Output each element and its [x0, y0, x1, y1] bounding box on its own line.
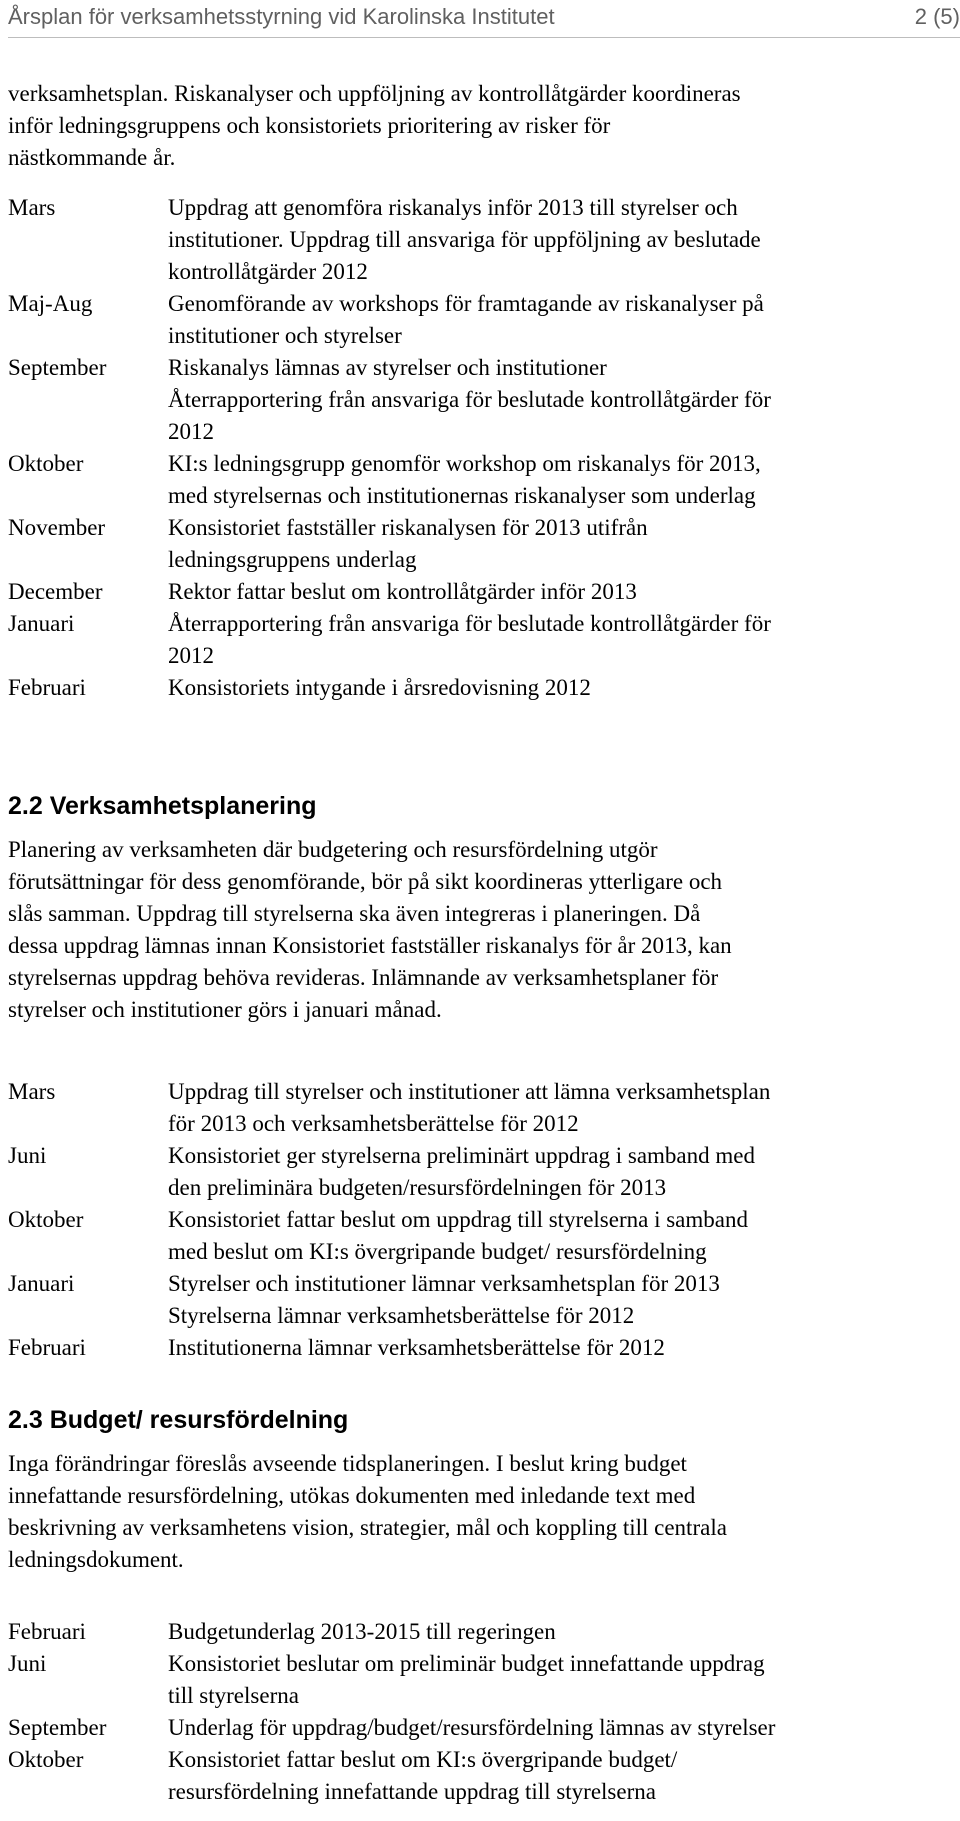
- schedule-text: [168, 448, 948, 512]
- text-line: Budgetunderlag 2013-2015 till regeringen: [168, 1619, 556, 1644]
- schedule-row: [8, 1744, 948, 1808]
- schedule-text: [168, 288, 948, 352]
- schedule-row: [8, 352, 948, 448]
- budget-schedule: [8, 1616, 948, 1808]
- month-label: Juni: [8, 1651, 47, 1676]
- text-line: Konsistoriet fattar beslut om KI:s övergripande budget/: [168, 1747, 678, 1772]
- text-line: förutsättningar för dess genomförande, bör på sikt koordineras ytterligare och: [8, 869, 723, 894]
- text-line: Återrapportering från ansvariga för beslutade kontrollåtgärder för: [168, 387, 771, 412]
- text-line: med styrelsernas och institutionernas riskanalyser som underlag: [168, 483, 756, 508]
- text-line: Konsistoriet beslutar om preliminär budget innefattande uppdrag: [168, 1651, 765, 1676]
- text-line: kontrollåtgärder 2012: [168, 259, 368, 284]
- text-line: Styrelser och institutioner lämnar verksamhetsplan för 2013: [168, 1271, 720, 1296]
- text-line: Uppdrag att genomföra riskanalys inför 2013 till styrelser och: [168, 195, 738, 220]
- schedule-row: [8, 1648, 948, 1712]
- header-divider: [8, 37, 960, 38]
- text-line: Planering av verksamheten där budgetering och resursfördelning utgör: [8, 837, 658, 862]
- text-line: Konsistoriet fastställer riskanalysen för 2013 utifrån: [168, 515, 648, 540]
- text-line: till styrelserna: [168, 1683, 299, 1708]
- month-label: Oktober: [8, 1747, 84, 1772]
- schedule-text: [168, 672, 948, 704]
- text-line: nästkommande år.: [8, 145, 176, 170]
- schedule-text: [168, 1140, 948, 1204]
- month-label: Januari: [8, 611, 75, 636]
- intro-paragraph: [8, 78, 938, 174]
- month-label: September: [8, 1715, 107, 1740]
- text-line: Konsistoriets intygande i årsredovisning 2012: [168, 675, 591, 700]
- text-line: Riskanalys lämnas av styrelser och institutioner: [168, 355, 607, 380]
- text-line: institutioner och styrelser: [168, 323, 402, 348]
- text-line: Inga förändringar föreslås avseende tidsplaneringen. I beslut kring budget: [8, 1451, 687, 1476]
- schedule-text: [168, 1268, 948, 1332]
- schedule-text: [168, 608, 948, 672]
- planning-schedule: [8, 1076, 948, 1364]
- month-label: December: [8, 579, 103, 604]
- schedule-text: [168, 1712, 948, 1744]
- schedule-text: [168, 192, 948, 288]
- month-label: Juni: [8, 1143, 47, 1168]
- text-line: Styrelserna lämnar verksamhetsberättelse för 2012: [168, 1303, 635, 1328]
- schedule-text: [168, 1648, 948, 1712]
- month-label: November: [8, 515, 106, 540]
- month-label: Maj-Aug: [8, 291, 93, 316]
- schedule-row: [8, 1332, 948, 1364]
- schedule-row: [8, 1268, 948, 1332]
- text-line: KI:s ledningsgrupp genomför workshop om riskanalys för 2013,: [168, 451, 761, 476]
- text-line: inför ledningsgruppens och konsistoriets prioritering av risker för: [8, 113, 611, 138]
- month-label: Februari: [8, 1619, 86, 1644]
- schedule-text: [168, 1204, 948, 1268]
- schedule-text: [168, 1076, 948, 1140]
- text-line: 2012: [168, 643, 214, 668]
- schedule-text: [168, 512, 948, 576]
- text-line: styrelser och institutioner görs i januari månad.: [8, 997, 442, 1022]
- text-line: Återrapportering från ansvariga för beslutade kontrollåtgärder för: [168, 611, 771, 636]
- text-line: innefattande resursfördelning, utökas dokumenten med inledande text med: [8, 1483, 696, 1508]
- month-label: Mars: [8, 1079, 56, 1104]
- text-line: beskrivning av verksamhetens vision, strategier, mål och koppling till centrala: [8, 1515, 727, 1540]
- schedule-row: [8, 192, 948, 288]
- section-paragraph: [8, 1448, 938, 1576]
- schedule-row: [8, 512, 948, 576]
- text-line: Institutionerna lämnar verksamhetsberättelse för 2012: [168, 1335, 665, 1360]
- schedule-text: [168, 352, 948, 448]
- text-line: Genomförande av workshops för framtagande av riskanalyser på: [168, 291, 764, 316]
- text-line: Uppdrag till styrelser och institutioner att lämna verksamhetsplan: [168, 1079, 771, 1104]
- schedule-row: [8, 1140, 948, 1204]
- month-label: Februari: [8, 675, 86, 700]
- month-label: September: [8, 355, 107, 380]
- schedule-row: [8, 1712, 948, 1744]
- text-line: ledningsgruppens underlag: [168, 547, 417, 572]
- text-line: med beslut om KI:s övergripande budget/ resursfördelning: [168, 1239, 707, 1264]
- risk-schedule: [8, 192, 948, 704]
- text-line: Konsistoriet ger styrelserna preliminärt uppdrag i samband med: [168, 1143, 755, 1168]
- text-line: styrelsernas uppdrag behöva revideras. Inlämnande av verksamhetsplaner för: [8, 965, 719, 990]
- section-heading: 2.2 Verksamhetsplanering: [8, 792, 317, 820]
- month-label: Mars: [8, 195, 56, 220]
- text-line: ledningsdokument.: [8, 1547, 184, 1572]
- schedule-row: [8, 672, 948, 704]
- schedule-row: [8, 1076, 948, 1140]
- month-label: Oktober: [8, 1207, 84, 1232]
- month-label: Oktober: [8, 451, 84, 476]
- page-number: 2 (5): [914, 4, 960, 29]
- month-label: Februari: [8, 1335, 86, 1360]
- text-line: den preliminära budgeten/resursfördelningen för 2013: [168, 1175, 667, 1200]
- text-line: Underlag för uppdrag/budget/resursfördelning lämnas av styrelser: [168, 1715, 776, 1740]
- month-label: Januari: [8, 1271, 75, 1296]
- schedule-text: [168, 1332, 948, 1364]
- schedule-row: [8, 1204, 948, 1268]
- section-heading: 2.3 Budget/ resursfördelning: [8, 1406, 349, 1434]
- text-line: dessa uppdrag lämnas innan Konsistoriet fastställer riskanalys för år 2013, kan: [8, 933, 732, 958]
- text-line: Rektor fattar beslut om kontrollåtgärder inför 2013: [168, 579, 637, 604]
- text-line: resursfördelning innefattande uppdrag till styrelserna: [168, 1779, 656, 1804]
- text-line: verksamhetsplan. Riskanalyser och uppföljning av kontrollåtgärder koordineras: [8, 81, 741, 106]
- page-header: [8, 2, 960, 32]
- schedule-row: [8, 448, 948, 512]
- schedule-text: [168, 1744, 948, 1808]
- text-line: 2012: [168, 419, 214, 444]
- schedule-row: [8, 576, 948, 608]
- text-line: institutioner. Uppdrag till ansvariga för uppföljning av beslutade: [168, 227, 761, 252]
- schedule-row: [8, 608, 948, 672]
- text-line: slås samman. Uppdrag till styrelserna ska även integreras i planeringen. Då: [8, 901, 701, 926]
- schedule-text: [168, 576, 948, 608]
- section-paragraph: [8, 834, 938, 1026]
- schedule-row: [8, 288, 948, 352]
- header-title: Årsplan för verksamhetsstyrning vid Karolinska Institutet: [8, 4, 555, 29]
- text-line: Konsistoriet fattar beslut om uppdrag till styrelserna i samband: [168, 1207, 748, 1232]
- schedule-row: [8, 1616, 948, 1648]
- text-line: för 2013 och verksamhetsberättelse för 2012: [168, 1111, 579, 1136]
- schedule-text: [168, 1616, 948, 1648]
